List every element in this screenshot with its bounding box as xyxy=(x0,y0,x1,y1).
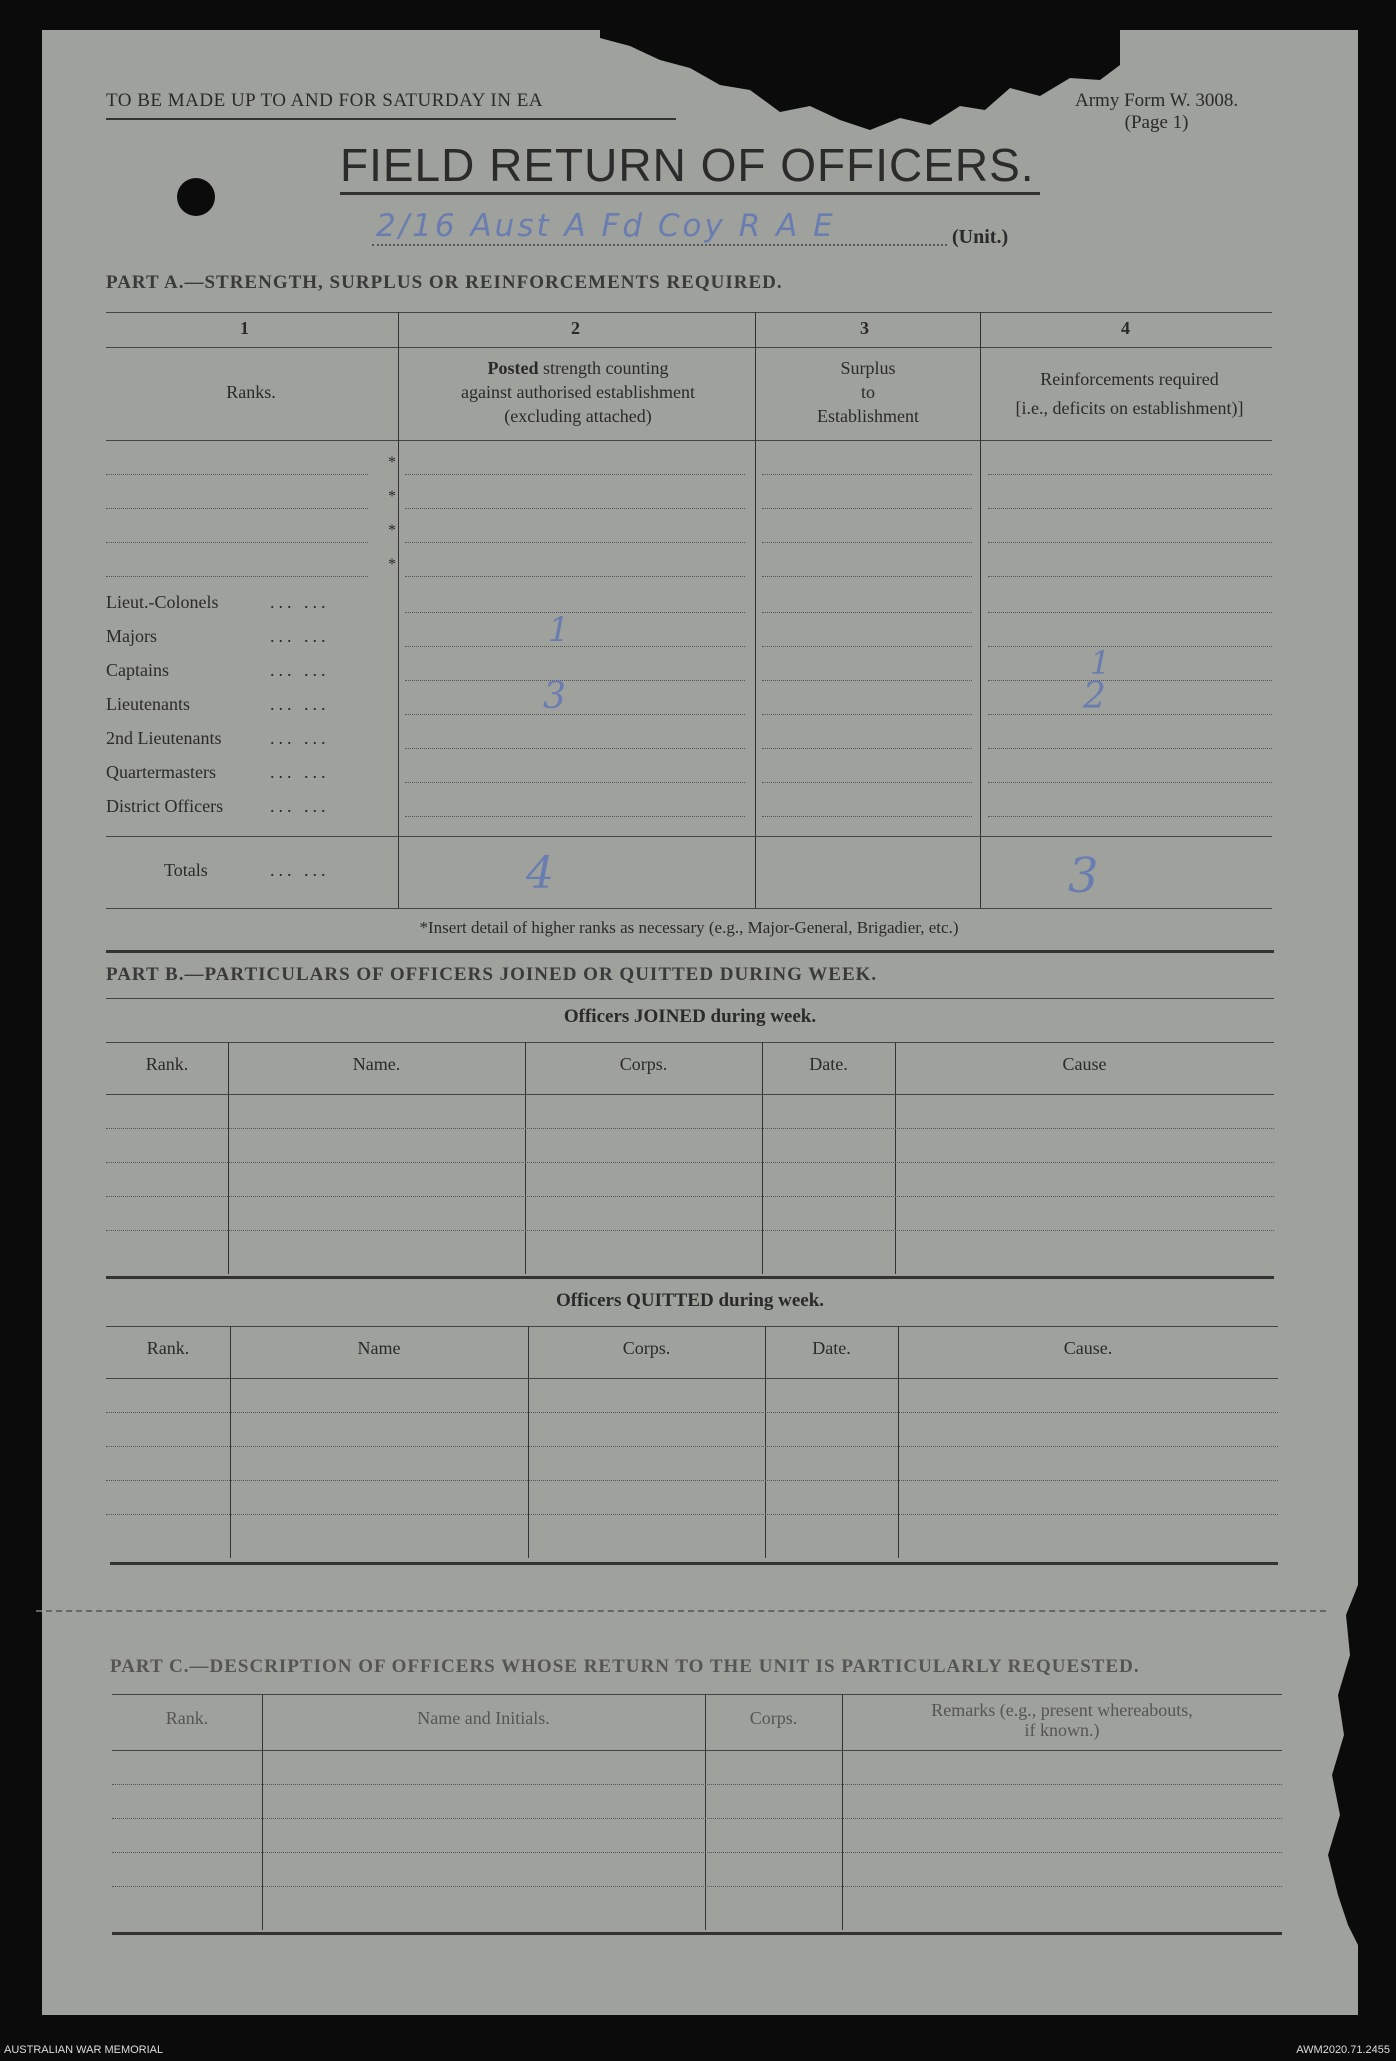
part-c-vline xyxy=(705,1694,706,1930)
army-form-label: Army Form W. 3008. xyxy=(1075,90,1239,111)
part-c-col-corps: Corps. xyxy=(749,1708,798,1728)
joined-header-rule xyxy=(106,1094,1274,1095)
row-line xyxy=(988,748,1272,749)
joined-title: Officers JOINED during week. xyxy=(563,1006,817,1027)
part-c-col-rank: Rank. xyxy=(165,1708,209,1728)
col-number-1: 1 xyxy=(240,318,249,338)
part-a-top-rule xyxy=(106,312,1272,313)
row-line xyxy=(988,576,1272,577)
posted-lieutenants-value: 3 xyxy=(543,676,566,717)
row-line xyxy=(988,542,1272,543)
punch-hole xyxy=(177,178,215,216)
row-line xyxy=(762,748,972,749)
part-c-row-line xyxy=(112,1886,1282,1887)
part-a-vline-3 xyxy=(980,312,981,908)
row-line xyxy=(988,508,1272,509)
quitted-col-cause: Cause. xyxy=(1063,1338,1113,1358)
page-number: (Page 1) xyxy=(1124,112,1189,133)
quitted-row-line xyxy=(106,1412,1278,1413)
quitted-vline xyxy=(765,1326,766,1558)
posted-line3: (excluding attached) xyxy=(504,406,652,426)
joined-row-line xyxy=(106,1230,1274,1231)
quitted-title: Officers QUITTED during week. xyxy=(555,1290,825,1311)
totals-bottom-rule xyxy=(106,908,1272,909)
quitted-col-name: Name xyxy=(357,1338,401,1358)
surplus-line2: to xyxy=(860,382,875,402)
rank-district-officers: District Officers xyxy=(106,796,224,816)
row-line xyxy=(762,782,972,783)
total-reinf-value: 3 xyxy=(1068,848,1099,904)
blank-rank-line-4 xyxy=(106,576,368,577)
part-a-end-rule xyxy=(106,950,1274,953)
quitted-vline xyxy=(528,1326,529,1558)
quitted-bottom-rule xyxy=(110,1562,1278,1565)
leader-dots: ... ... xyxy=(270,762,330,782)
part-c-col-remarks xyxy=(842,1700,1282,1740)
leader-dots: ... ... xyxy=(270,796,330,816)
row-line xyxy=(988,816,1272,817)
army-form-number xyxy=(1075,90,1238,134)
part-b-heading: PART B.—PARTICULARS OF OFFICERS JOINED OR QUITTED DURING WEEK. xyxy=(106,964,878,985)
part-c-col-name: Name and Initials. xyxy=(417,1708,550,1728)
part-a-vline-2 xyxy=(755,312,756,908)
quitted-col-corps: Corps. xyxy=(622,1338,671,1358)
joined-vline xyxy=(525,1042,526,1274)
leader-dots: ... ... xyxy=(270,626,330,646)
joined-col-corps: Corps. xyxy=(619,1054,668,1074)
perforation-line xyxy=(36,1610,1326,1612)
archive-id: AWM2020.71.2455 xyxy=(1296,2044,1390,2056)
joined-vline xyxy=(895,1042,896,1274)
made-up-instruction: TO BE MADE UP TO AND FOR SATURDAY IN EA xyxy=(106,90,544,111)
joined-vline xyxy=(762,1042,763,1274)
col-posted-header xyxy=(402,356,754,428)
posted-bold: Posted xyxy=(487,358,539,378)
rank-quartermasters: Quartermasters xyxy=(106,762,216,782)
joined-row-line xyxy=(106,1128,1274,1129)
joined-col-rank: Rank. xyxy=(145,1054,189,1074)
asterisk-4: * xyxy=(388,556,396,573)
posted-line2: against authorised establishment xyxy=(461,382,695,402)
total-posted-value: 4 xyxy=(526,848,554,899)
joined-row-line xyxy=(106,1196,1274,1197)
row-line xyxy=(405,714,745,715)
row-line xyxy=(762,576,972,577)
row-line xyxy=(762,508,972,509)
rank-majors: Majors xyxy=(106,626,157,646)
row-line xyxy=(988,474,1272,475)
rank-lieutenants: Lieutenants xyxy=(106,694,190,714)
row-line xyxy=(405,474,745,475)
row-line xyxy=(762,680,972,681)
joined-row-line xyxy=(106,1162,1274,1163)
rank-2nd-lieutenants: 2nd Lieutenants xyxy=(106,728,222,748)
part-c-vline xyxy=(262,1694,263,1930)
posted-majors-value: 1 xyxy=(548,610,570,650)
quitted-row-line xyxy=(106,1480,1278,1481)
row-line xyxy=(762,542,972,543)
part-a-vline-1 xyxy=(398,312,399,908)
surplus-line1: Surplus xyxy=(840,358,896,378)
part-c-bottom-rule xyxy=(112,1932,1282,1935)
row-line xyxy=(405,612,745,613)
part-c-top-rule xyxy=(112,1694,1282,1695)
joined-col-name: Name. xyxy=(352,1054,401,1074)
blank-rank-line-3 xyxy=(106,542,368,543)
rank-captains: Captains xyxy=(106,660,169,680)
part-a-heading: PART A.—STRENGTH, SURPLUS OR REINFORCEMENTS REQUIRED. xyxy=(106,272,783,293)
reinf-line2: [i.e., deficits on establishment)] xyxy=(1015,398,1244,418)
col-reinforcements-header xyxy=(982,365,1277,423)
title-underline xyxy=(340,192,1040,195)
quitted-vline xyxy=(230,1326,231,1558)
asterisk-2: * xyxy=(388,488,396,505)
row-line xyxy=(762,612,972,613)
row-line xyxy=(762,714,972,715)
joined-col-cause: Cause xyxy=(1062,1054,1107,1074)
leader-dots: ... ... xyxy=(270,860,330,880)
row-line xyxy=(988,646,1272,647)
instruction-underline xyxy=(106,118,676,120)
col-ranks-header: Ranks. xyxy=(226,382,276,402)
reinf-line1: Reinforcements required xyxy=(1040,369,1219,389)
surplus-line3: Establishment xyxy=(817,406,919,426)
part-a-footnote: *Insert detail of higher ranks as necessary (e.g., Major-General, Brigadier, etc.) xyxy=(419,918,959,937)
col-number-4: 4 xyxy=(1121,318,1130,338)
quitted-header-rule xyxy=(106,1378,1278,1379)
unit-label: (Unit.) xyxy=(952,226,1009,248)
part-c-heading: PART C.—DESCRIPTION OF OFFICERS WHOSE RETURN TO THE UNIT IS PARTICULARLY REQUESTED. xyxy=(110,1656,1140,1677)
form-title: FIELD RETURN OF OFFICERS. xyxy=(340,139,1035,191)
part-c-row-line xyxy=(112,1784,1282,1785)
quitted-top-rule xyxy=(106,1326,1278,1327)
row-line xyxy=(405,576,745,577)
col-number-2: 2 xyxy=(571,318,580,338)
quitted-row-line xyxy=(106,1514,1278,1515)
remarks-line1: Remarks (e.g., present whereabouts, xyxy=(931,1700,1193,1720)
unit-dotted-line xyxy=(372,244,947,246)
part-c-row-line xyxy=(112,1852,1282,1853)
rank-lieut-colonels: Lieut.-Colonels xyxy=(106,592,219,612)
row-line xyxy=(405,680,745,681)
totals-label: Totals xyxy=(164,860,208,880)
archive-credit: AUSTRALIAN WAR MEMORIAL xyxy=(4,2044,164,2056)
part-c-row-line xyxy=(112,1818,1282,1819)
row-line xyxy=(405,782,745,783)
leader-dots: ... ... xyxy=(270,728,330,748)
blank-rank-line-2 xyxy=(106,508,368,509)
row-line xyxy=(988,782,1272,783)
row-line xyxy=(405,542,745,543)
torn-edge-right xyxy=(1318,1585,1378,1945)
part-c-header-rule xyxy=(112,1750,1282,1751)
col-number-3: 3 xyxy=(860,318,869,338)
row-line xyxy=(405,816,745,817)
row-line xyxy=(405,508,745,509)
blank-rank-line-1 xyxy=(106,474,368,475)
leader-dots: ... ... xyxy=(270,660,330,680)
posted-line1: strength counting xyxy=(543,358,669,378)
part-b-rule xyxy=(106,998,1274,999)
reinf-captains-value: 1 xyxy=(1090,644,1111,682)
quitted-col-date: Date. xyxy=(812,1338,851,1358)
header-bottom-rule xyxy=(106,440,1272,441)
row-line xyxy=(988,612,1272,613)
row-line xyxy=(988,680,1272,681)
quitted-col-rank: Rank. xyxy=(146,1338,190,1358)
unit-handwritten: 2/16 Aust A Fd Coy R A E xyxy=(376,208,836,244)
row-line xyxy=(988,714,1272,715)
asterisk-1: * xyxy=(388,454,396,471)
row-line xyxy=(405,748,745,749)
row-line xyxy=(762,816,972,817)
row-line xyxy=(762,474,972,475)
row-line xyxy=(405,646,745,647)
leader-dots: ... ... xyxy=(270,592,330,612)
quitted-row-line xyxy=(106,1446,1278,1447)
quitted-vline xyxy=(898,1326,899,1558)
asterisk-3: * xyxy=(388,522,396,539)
torn-edge-top xyxy=(600,30,1120,130)
totals-top-rule xyxy=(106,836,1272,837)
leader-dots: ... ... xyxy=(270,694,330,714)
remarks-line2: if known.) xyxy=(1024,1720,1100,1740)
reinf-lieutenants-value: 2 xyxy=(1083,676,1106,717)
col-number-rule xyxy=(106,347,1272,348)
col-surplus-header xyxy=(758,356,978,428)
row-line xyxy=(762,646,972,647)
joined-bottom-rule xyxy=(106,1276,1274,1279)
joined-top-rule xyxy=(106,1042,1274,1043)
joined-vline xyxy=(228,1042,229,1274)
joined-col-date: Date. xyxy=(809,1054,848,1074)
